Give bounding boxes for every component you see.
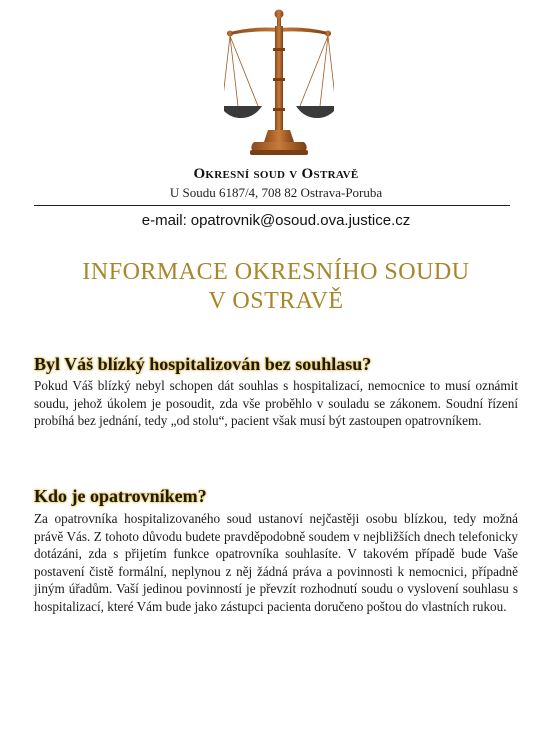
header-divider	[34, 205, 510, 206]
page-title	[0, 258, 552, 316]
section-text-hospitalization: Pokud Váš blízký nebyl schopen dát souhlas s hospitalizací, nemocnice to musí oznámit soudu, jehož úkolem je posoudit, zda vše proběhlo v souladu se zákonem. Soudní řízení probíhá bez jednání, tedy „od stolu“, pacient však musí být zastoupen opatrovníkem.	[34, 378, 518, 428]
page-title-line-2: V OSTRAVĚ	[208, 288, 344, 314]
email-line	[0, 212, 552, 229]
email-address: opatrovnik@osoud.ova.justice.cz	[190, 212, 411, 229]
court-name: Okresní soud v Ostravě	[193, 166, 359, 182]
court-address: U Soudu 6187/4, 708 82 Ostrava-Poruba	[169, 185, 383, 200]
section-text-guardian: Za opatrovníka hospitalizovaného soud ustanoví nejčastěji osobu blízkou, tedy možná právě Vás. Z tohoto důvodu budete pravděpodobně soudem v nejbližších dnech telefonicky dotázáni, zda s přijetím funkce opatrovníka souhlasíte. V takovém případě bude Vaše postavení čistě formální, neplynou z něj žádná práva a povinnosti k nemocnici, případně jiným úřadům. Vaší jedinou povinností je převzít rozhodnutí soudu o vyslovení souhlasu s hospitalizací, které Vám bude jako zástupci pacienta doručeno poštou do vlastních rukou.	[34, 511, 518, 614]
page-title-line-1: INFORMACE OKRESNÍHO SOUDU	[82, 259, 470, 285]
section-heading-hospitalization: Byl Váš blízký hospitalizován bez souhlasu?	[34, 354, 372, 374]
scales-of-justice-icon	[224, 8, 334, 160]
section-heading-guardian: Kdo je opatrovníkem?	[34, 486, 207, 506]
email-label: e-mail:	[141, 212, 187, 229]
